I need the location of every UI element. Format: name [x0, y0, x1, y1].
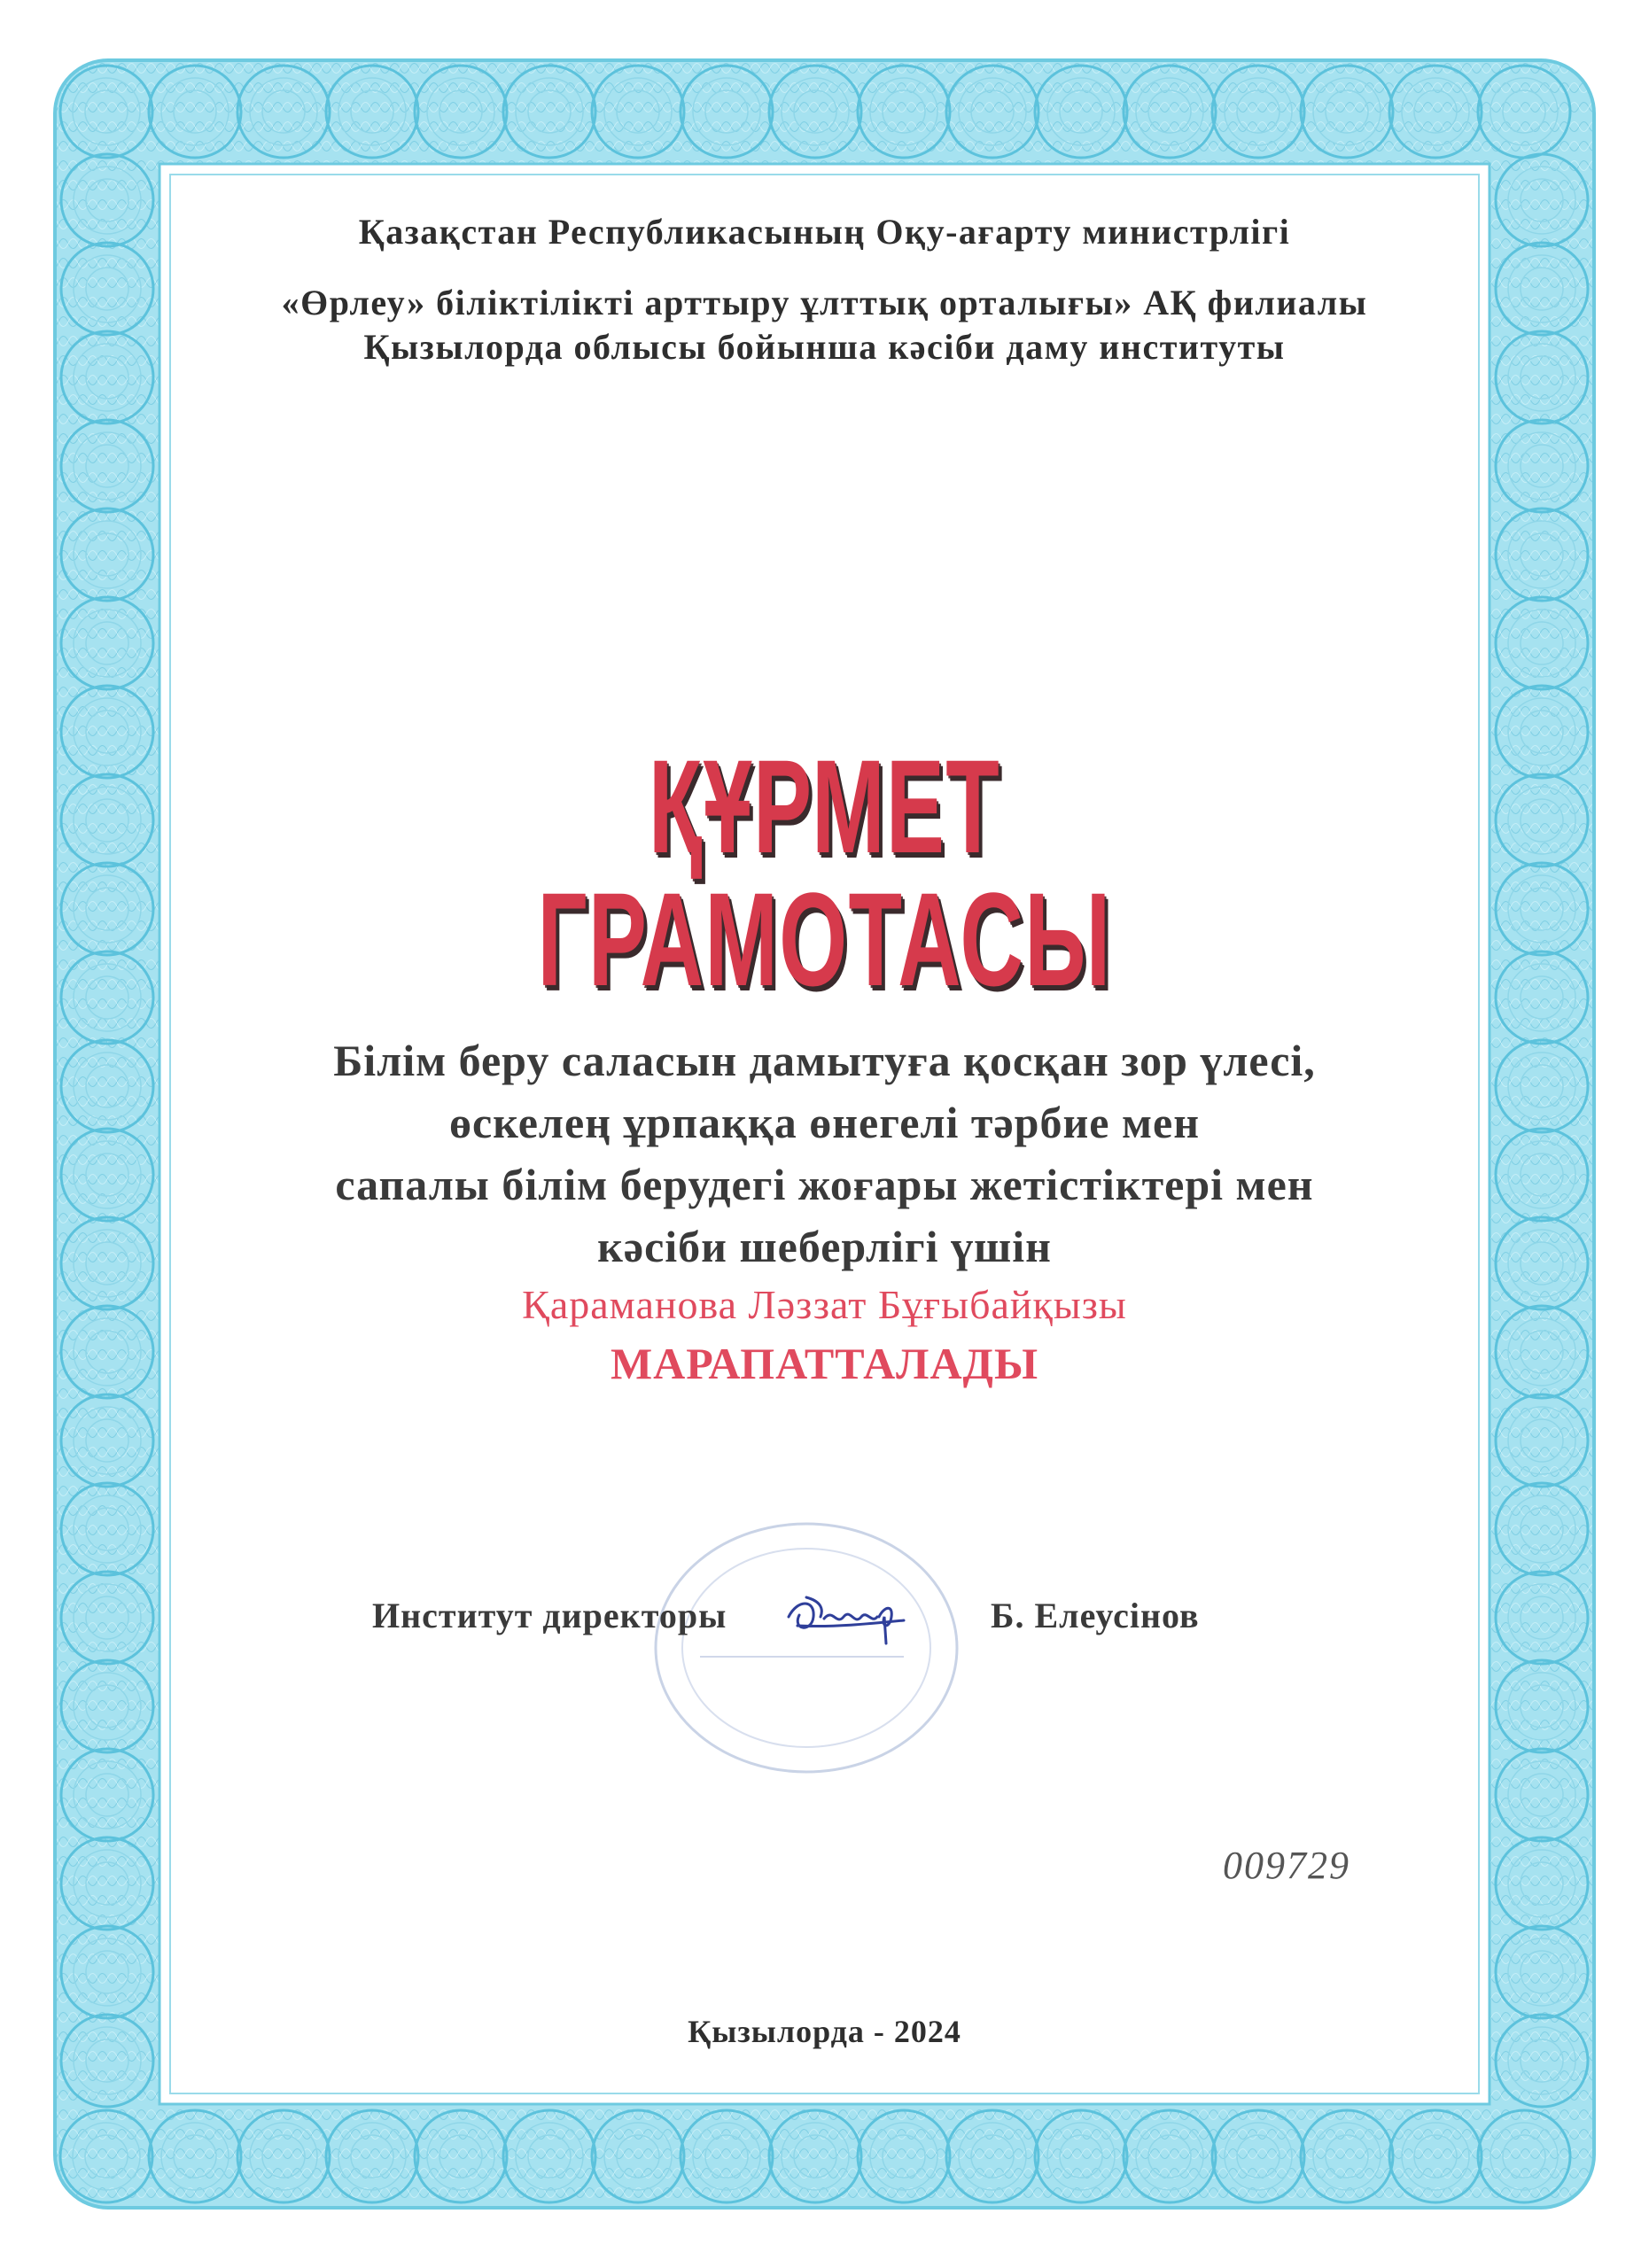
award-statement: МАРАПАТТАЛАДЫ	[610, 1339, 1039, 1388]
serial-number: 009729	[1223, 1844, 1350, 1887]
director-name: Б. Елеусінов	[991, 1596, 1200, 1635]
ministry-line: Қазақстан Республикасының Оқу-ағарту министрлігі	[358, 212, 1291, 252]
title-line-2: ГРАМОТАСЫ	[537, 865, 1112, 1014]
place-and-year: Қызылорда - 2024	[688, 2014, 961, 2049]
citation-line-3: сапалы білім берудегі жоғары жетістіктері мен	[335, 1160, 1314, 1209]
institute-line: Қызылорда облысы бойынша кәсіби даму институты	[363, 327, 1286, 367]
citation-line-2: өскелең ұрпаққа өнегелі тәрбие мен	[448, 1098, 1201, 1147]
citation-line-4: кәсіби шеберлігі үшін	[597, 1222, 1052, 1271]
recipient-name: Қараманова Ләззат Бұғыбайқызы	[522, 1282, 1127, 1327]
director-signature	[780, 1581, 922, 1652]
director-title: Институт директоры	[372, 1596, 727, 1635]
title-line-1: ҚҰРМЕТ	[648, 732, 1001, 881]
organization-line: «Өрлеу» біліктілікті арттыру ұлттық орталығы» АҚ филиалы	[281, 283, 1368, 322]
citation-line-1: Білім беру саласын дамытуға қосқан зор үлесі,	[333, 1036, 1316, 1085]
